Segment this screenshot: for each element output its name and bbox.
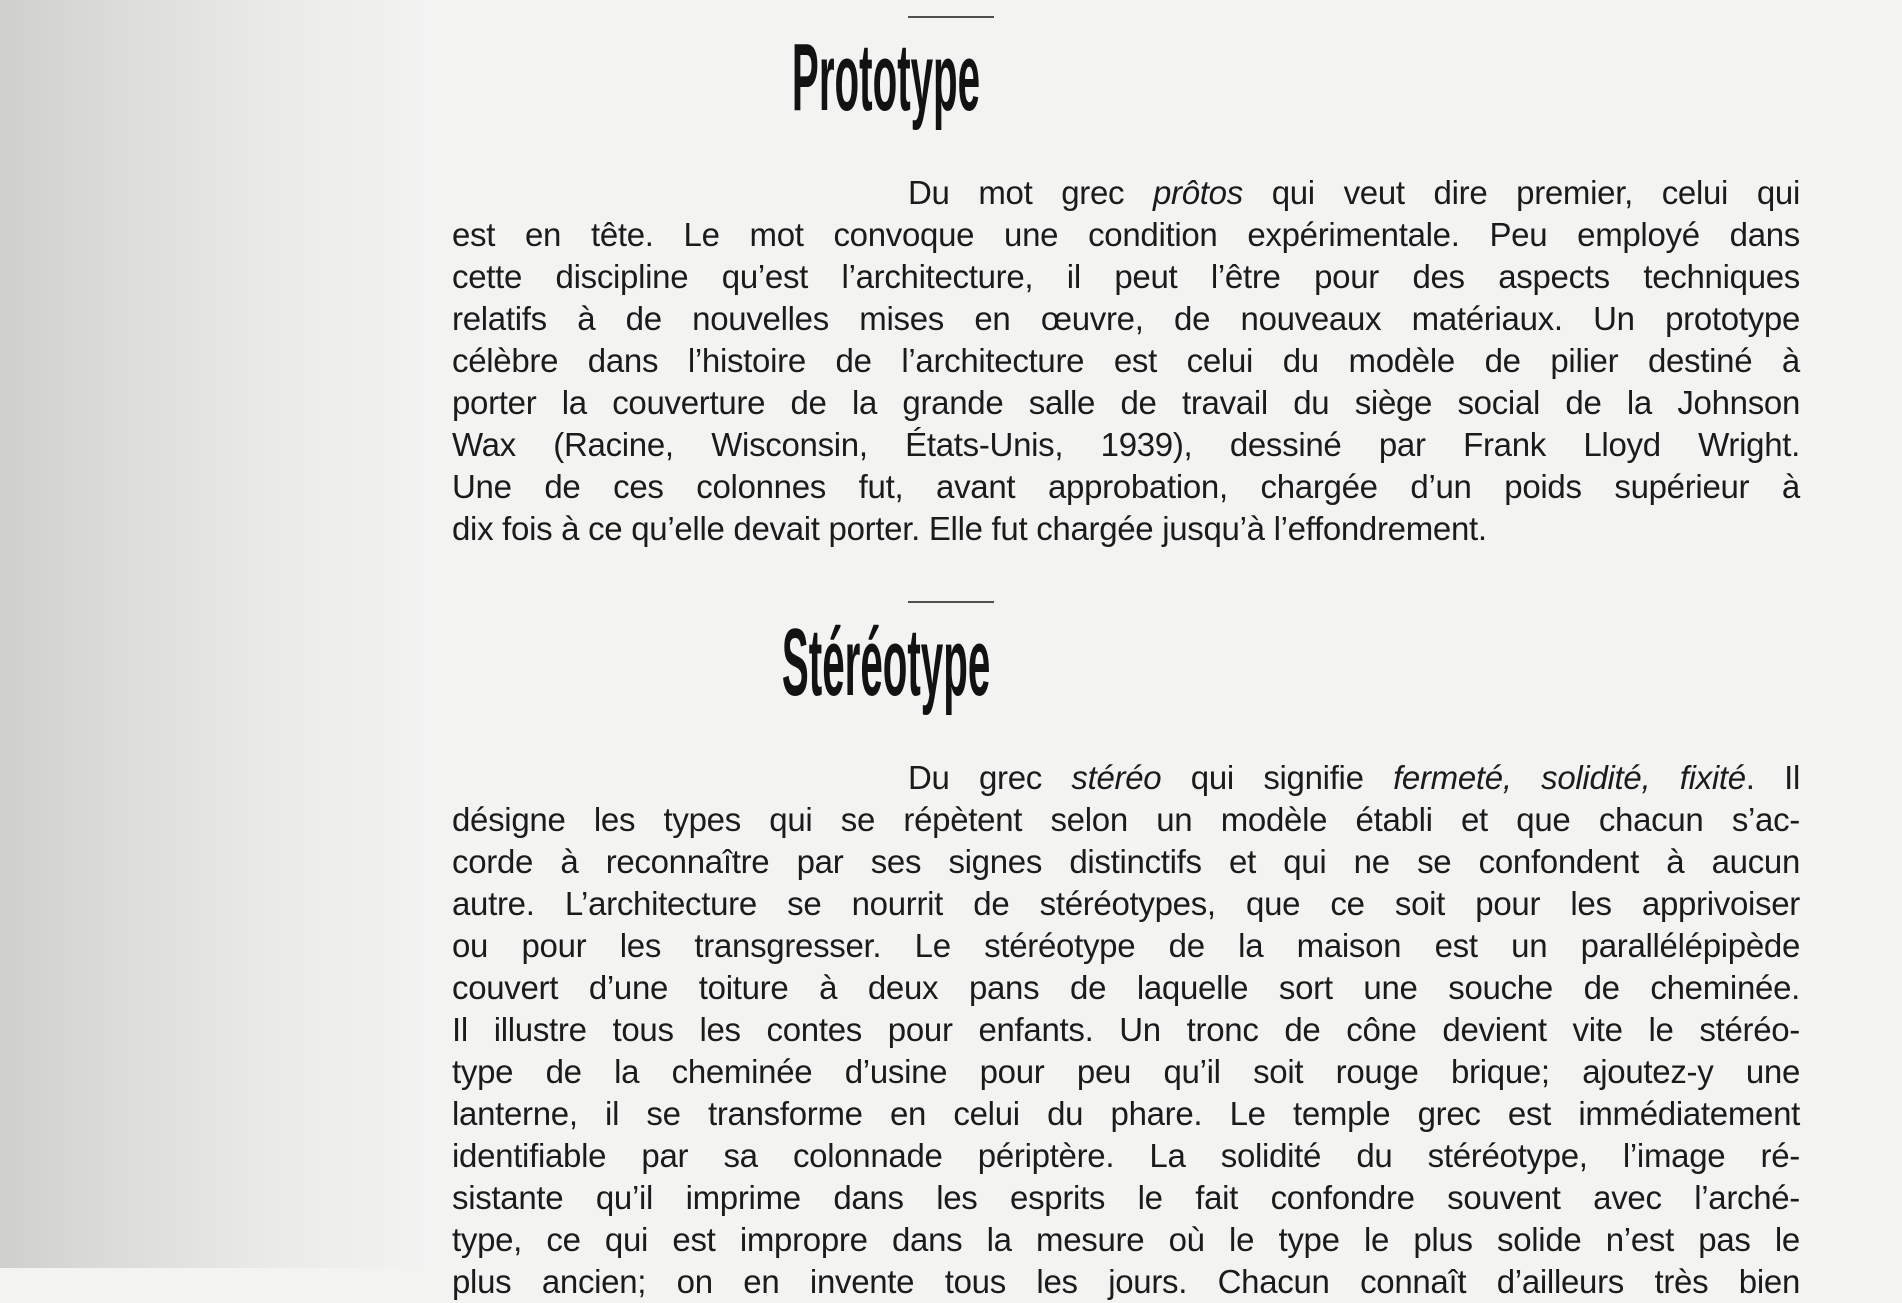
- text-line: [452, 382, 1800, 424]
- entry-prototype: [0, 0, 1902, 550]
- italic-text-segment: fermeté, solidité, fixité: [1393, 759, 1746, 796]
- text-segment: identifiable par sa colonnade périptère. La solidité du stéréotype, l’image ré-: [452, 1137, 1800, 1174]
- text-line: [452, 967, 1800, 1009]
- text-line: [452, 508, 1800, 550]
- text-segment: Il illustre tous les contes pour enfants. Un tronc de cône devient vite le stéréo-: [452, 1011, 1800, 1048]
- text-line: [452, 424, 1800, 466]
- text-segment: cette discipline qu’est l’architecture, il peut l’être pour des aspects techniques: [452, 258, 1800, 295]
- entry-stereotype: [0, 550, 1902, 1303]
- entry-paragraph-stereotype: [452, 757, 1800, 1303]
- text-segment: corde à reconnaître par ses signes distinctifs et qui ne se confondent à aucun: [452, 843, 1800, 880]
- text-line: [452, 1009, 1800, 1051]
- text-line: [452, 340, 1800, 382]
- text-line: [452, 925, 1800, 967]
- italic-text-segment: stéréo: [1071, 759, 1162, 796]
- entry-heading-prototype: Prototype: [791, 24, 981, 131]
- text-segment: désigne les types qui se répètent selon un modèle établi et que chacun s’ac-: [452, 801, 1800, 838]
- text-segment: qui signifie: [1161, 759, 1394, 796]
- text-line: [452, 214, 1800, 256]
- text-line: [452, 1219, 1800, 1261]
- text-line: [452, 298, 1800, 340]
- text-segment: dix fois à ce qu’elle devait porter. Elle fut chargée jusqu’à l’effondrement.: [452, 510, 1487, 547]
- text-segment: Du mot grec: [908, 174, 1153, 211]
- entry-paragraph-prototype: [452, 172, 1800, 550]
- text-segment: ou pour les transgresser. Le stéréotype de la maison est un parallélépipède: [452, 927, 1800, 964]
- text-line: [452, 1177, 1800, 1219]
- text-line: [452, 1261, 1800, 1303]
- text-segment: relatifs à de nouvelles mises en œuvre, de nouveaux matériaux. Un prototype: [452, 300, 1800, 337]
- text-segment: autre. L’architecture se nourrit de stéréotypes, que ce soit pour les apprivoiser: [452, 885, 1800, 922]
- text-segment: lanterne, il se transforme en celui du phare. Le temple grec est immédiatement: [452, 1095, 1800, 1132]
- section-divider-rule: [908, 16, 994, 18]
- text-segment: Une de ces colonnes fut, avant approbation, chargée d’un poids supérieur à: [452, 468, 1800, 505]
- text-line: [452, 1051, 1800, 1093]
- entry-heading-stereotype: Stéréotype: [781, 609, 991, 716]
- divider-row: [0, 550, 1902, 603]
- text-segment: est en tête. Le mot convoque une condition expérimentale. Peu employé dans: [452, 216, 1800, 253]
- text-line: [452, 883, 1800, 925]
- text-segment: couvert d’une toiture à deux pans de laquelle sort une souche de cheminée.: [452, 969, 1800, 1006]
- text-segment: . Il: [1745, 759, 1800, 796]
- text-line: [452, 172, 1800, 214]
- text-line: [452, 1093, 1800, 1135]
- section-divider-rule: [908, 601, 994, 603]
- text-segment: porter la couverture de la grande salle de travail du siège social de la Johnson: [452, 384, 1800, 421]
- italic-text-segment: prôtos: [1153, 174, 1243, 211]
- text-line: [452, 466, 1800, 508]
- text-segment: type, ce qui est impropre dans la mesure où le type le plus solide n’est pas le: [452, 1221, 1800, 1258]
- text-line: [452, 799, 1800, 841]
- text-line: [452, 256, 1800, 298]
- text-segment: qui veut dire premier, celui qui: [1242, 174, 1800, 211]
- text-segment: célèbre dans l’histoire de l’architecture est celui du modèle de pilier destiné à: [452, 342, 1800, 379]
- text-segment: Wax (Racine, Wisconsin, États-Unis, 1939), dessiné par Frank Lloyd Wright.: [452, 426, 1800, 463]
- text-line: [452, 757, 1800, 799]
- text-segment: type de la cheminée d’usine pour peu qu’il soit rouge brique; ajoutez-y une: [452, 1053, 1800, 1090]
- text-line: [452, 1135, 1800, 1177]
- divider-row: [0, 0, 1902, 18]
- heading-row: [0, 609, 1902, 716]
- text-segment: sistante qu’il imprime dans les esprits le fait confondre souvent avec l’arché-: [452, 1179, 1800, 1216]
- heading-row: [0, 24, 1902, 131]
- text-line: [452, 841, 1800, 883]
- text-segment: plus ancien; on en invente tous les jours. Chacun connaît d’ailleurs très bien: [452, 1263, 1800, 1300]
- text-segment: Du grec: [908, 759, 1072, 796]
